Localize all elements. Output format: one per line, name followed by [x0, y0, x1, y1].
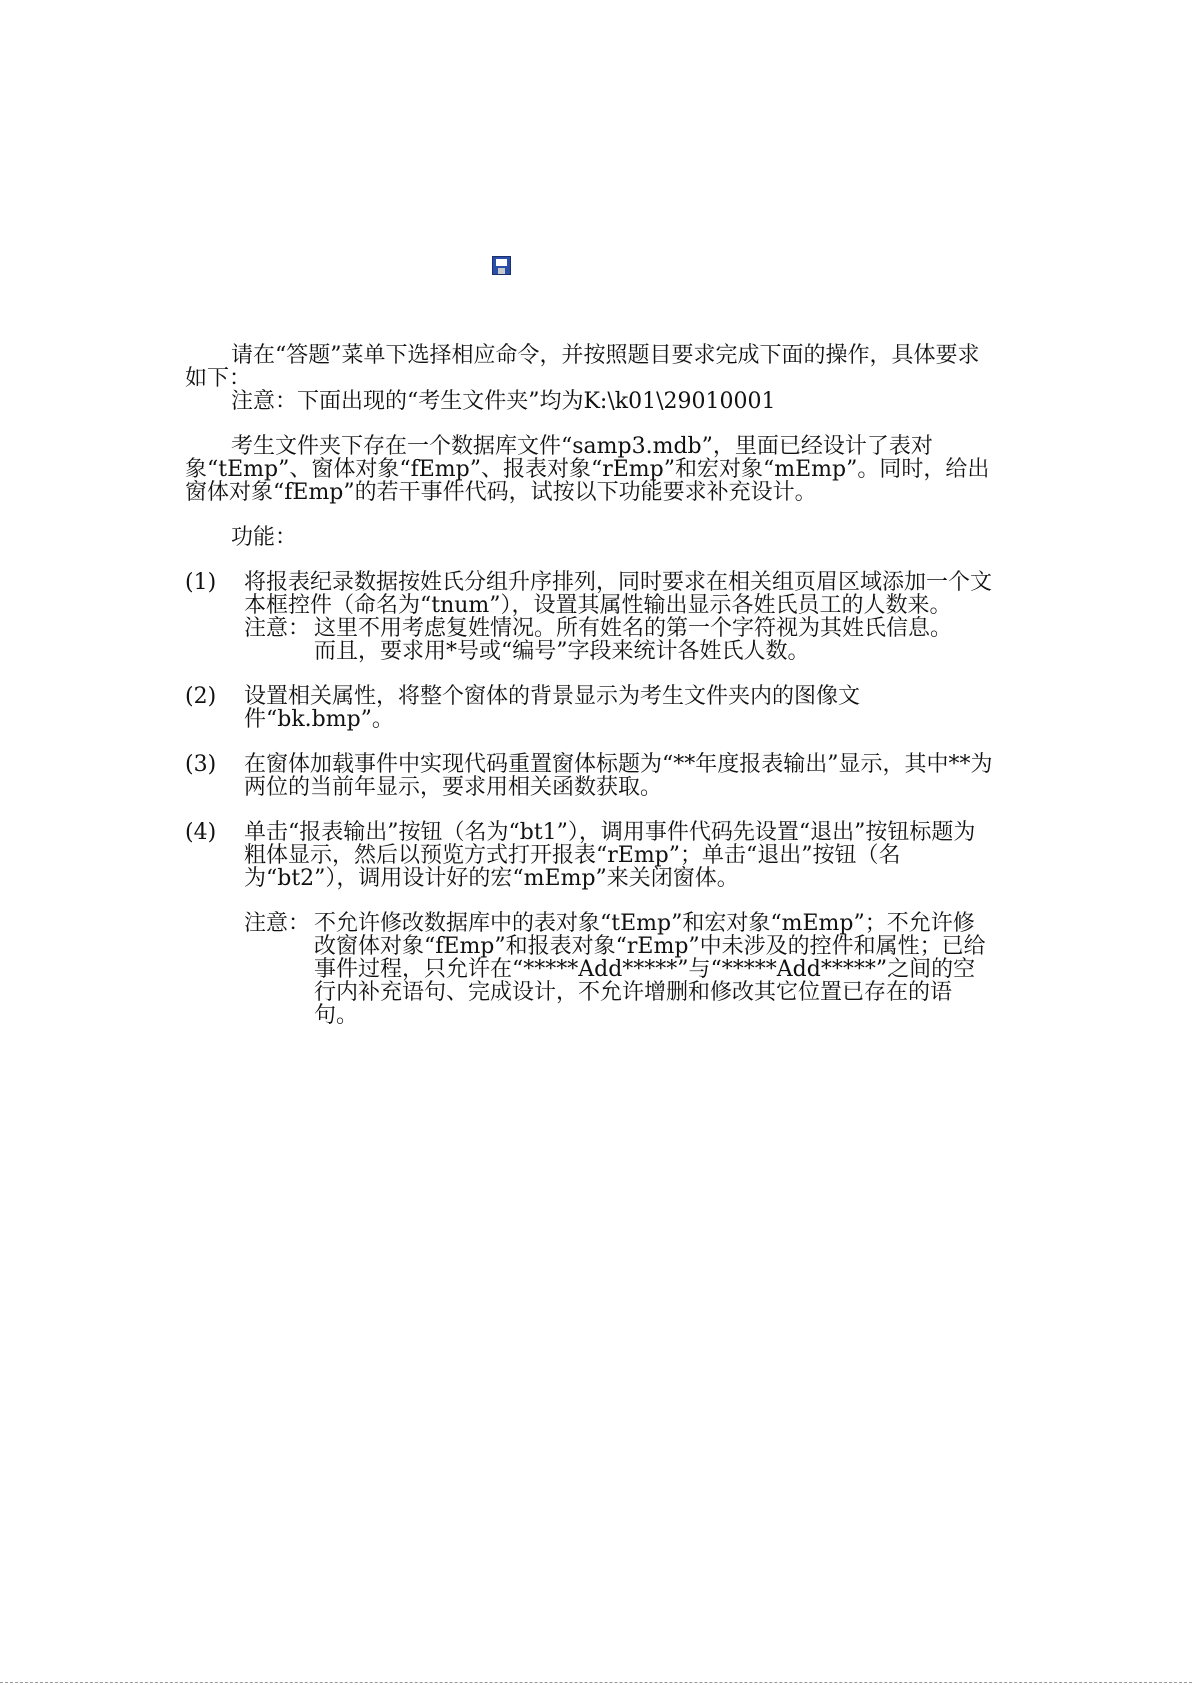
note-line: 这里不用考虑复姓情况。所有姓名的第一个字符视为其姓氏信息。 [314, 616, 953, 641]
note-line: 而且，要求用*号或“编号”字段来统计各姓氏人数。 [314, 639, 810, 664]
intro-note: 注意：下面出现的“考生文件夹”均为K:\k01\29010001 [231, 389, 776, 414]
save-icon[interactable] [492, 256, 511, 275]
item-number: (4) [185, 820, 217, 845]
page-bottom-divider [0, 1682, 1192, 1683]
item-text: 单击“报表输出”按钮（名为“bt1”），调用事件代码先设置“退出”按钮标题为粗体显示，然后以预览方式打开报表“rEmp”；单击“退出”按钮（名为“bt2”），调用设计好的宏“mEmp”来关闭窗体。 [244, 820, 976, 891]
final-note [185, 912, 995, 1027]
item-number: (2) [185, 684, 217, 709]
note-label: 注意： [244, 911, 311, 936]
exam-content [185, 344, 995, 1027]
item-text: 在窗体加载事件中实现代码重置窗体标题为“**年度报表输出”显示，其中**为两位的当前年显示，要求用相关函数获取。 [244, 752, 993, 800]
final-note-text: 不允许修改数据库中的表对象“tEmp”和宏对象“mEmp”；不允许修改窗体对象“fEmp”和报表对象“rEmp”中未涉及的控件和属性；已给事件过程，只允许在“*****Add*****”与“*****Add*****”之间的空行内补充语句、完成设计，不允许增删和修改其它位置已存在的语句。 [314, 911, 986, 1028]
task-description: 考生文件夹下存在一个数据库文件“samp3.mdb”，里面已经设计了表对象“tEmp”、窗体对象“fEmp”、报表对象“rEmp”和宏对象“mEmp”。同时，给出窗体对象“fEmp”的若干事件代码，试按以下功能要求补充设计。 [185, 434, 990, 505]
save-icon-shutter [498, 268, 505, 274]
intro-instruction: 请在“答题”菜单下选择相应命令，并按照题目要求完成下面的操作，具体要求如下： [185, 343, 980, 391]
item-note [244, 617, 995, 663]
save-icon-label-area [496, 259, 507, 266]
item-number: (3) [185, 752, 217, 777]
item-text: 将报表纪录数据按姓氏分组升序排列，同时要求在相关组页眉区域添加一个文本框控件（命名为“tnum”），设置其属性输出显示各姓氏员工的人数来。 [244, 570, 993, 618]
note-label: 注意： [244, 616, 311, 641]
features-label: 功能： [231, 525, 298, 550]
requirement-item-2 [185, 685, 995, 731]
item-text: 设置相关属性，将整个窗体的背景显示为考生文件夹内的图像文件“bk.bmp”。 [244, 684, 861, 732]
requirement-item-3 [185, 753, 995, 799]
item-number: (1) [185, 570, 217, 595]
requirement-item-1 [185, 571, 995, 663]
requirement-item-4 [185, 821, 995, 890]
